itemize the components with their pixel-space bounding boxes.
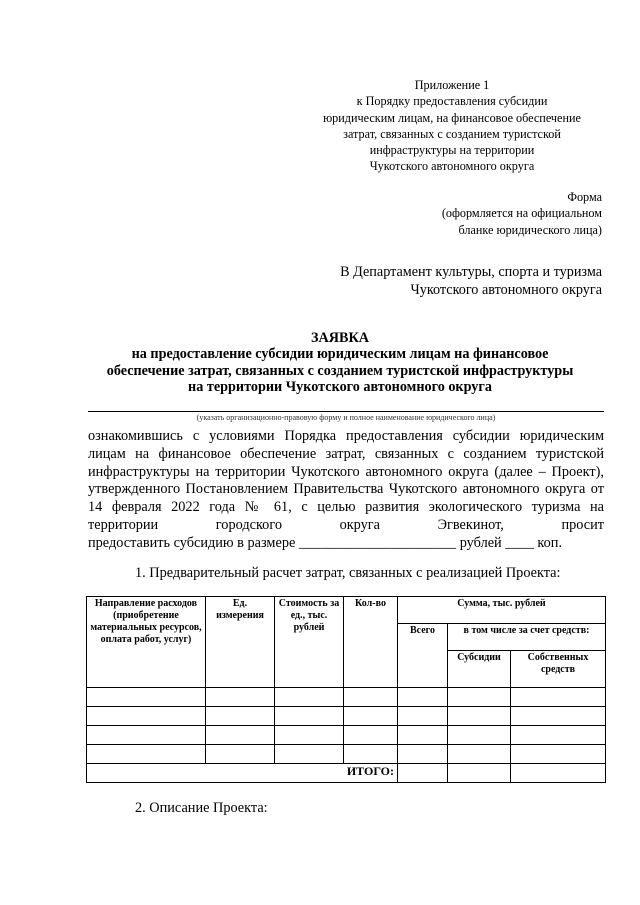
form-note-line: (оформляется на официальном [441, 206, 602, 221]
table-cell[interactable] [206, 688, 275, 707]
form-note-line: Форма [567, 190, 602, 204]
appendix-line: к Порядку предоставления субсидии [356, 94, 548, 109]
addressee [282, 263, 602, 299]
section-1-heading: 1. Предварительный расчет затрат, связанных с реализацией Проекта: [135, 565, 561, 581]
appendix-header [302, 77, 602, 175]
table-cell[interactable] [275, 707, 344, 726]
body-text: ознакомившись с условиями Порядка предоставления субсидии юридическим лицам на финансовое обеспечение затрат, связанных с созданием туристской инфраструктуры на территории Чукотского автономного округа (далее – Проект), утвержденного Постановлением Правительства Чукотского автономного округа от 14 февраля 2022 года № 61, с целью развития экологического туризма на территории городского округа Эгвекинот, просит [88, 428, 604, 533]
table-cell[interactable] [87, 707, 206, 726]
table-cell[interactable] [344, 688, 398, 707]
table-cell[interactable] [87, 726, 206, 745]
header-direction: Направление расходов (приобретение материальных ресурсов, оплата работ, услуг) [87, 597, 206, 688]
addressee-line: Чукотского автономного округа [410, 282, 602, 298]
table-row [87, 688, 606, 707]
table-row [87, 745, 606, 764]
cost-estimate-table [86, 596, 606, 783]
header-total: Всего [398, 624, 448, 688]
addressee-line: В Департамент культуры, спорта и туризма [340, 264, 602, 280]
header-cost-per-unit: Стоимость за ед., тыс. рублей [275, 597, 344, 688]
table-cell[interactable] [275, 745, 344, 764]
table-cell[interactable] [344, 745, 398, 764]
table-row [87, 726, 606, 745]
header-subsidy: Субсидии [448, 651, 511, 688]
table-cell[interactable] [398, 707, 448, 726]
application-body [88, 428, 604, 553]
table-cell[interactable] [344, 726, 398, 745]
table-cell[interactable] [511, 707, 606, 726]
subsidy-amount-line: предоставить субсидию в размере ______________________ рублей ____ коп. [88, 534, 563, 551]
document-title [80, 330, 600, 395]
title-line: на территории Чукотского автономного округа [188, 378, 492, 395]
applicant-name-caption: (указать организационно-правовую форму и полное наименование юридического лица) [196, 413, 496, 422]
table-cell[interactable] [206, 707, 275, 726]
table-cell[interactable] [448, 688, 511, 707]
table-cell[interactable] [511, 688, 606, 707]
table-cell[interactable] [398, 726, 448, 745]
section-2-heading: 2. Описание Проекта: [135, 800, 268, 816]
appendix-line: инфраструктуры на территории [369, 143, 535, 158]
table-cell[interactable] [206, 745, 275, 764]
table-cell[interactable] [511, 745, 606, 764]
total-label: ИТОГО: [87, 764, 398, 783]
table-cell[interactable] [275, 688, 344, 707]
title-heading: ЗАЯВКА [311, 330, 369, 346]
appendix-line: юридическим лицам, на финансовое обеспечение [323, 110, 581, 125]
table-cell[interactable] [448, 745, 511, 764]
table-cell[interactable] [87, 688, 206, 707]
table-cell[interactable] [206, 726, 275, 745]
appendix-line: Чукотского автономного округа [369, 159, 535, 174]
header-own-funds: Собственных средств [511, 651, 606, 688]
total-cell[interactable] [511, 764, 606, 783]
table-cell[interactable] [448, 726, 511, 745]
applicant-name-field[interactable] [88, 411, 604, 412]
table-cell[interactable] [448, 707, 511, 726]
table-cell[interactable] [275, 726, 344, 745]
table-cell[interactable] [398, 745, 448, 764]
appendix-line: затрат, связанных с созданием туристской [343, 126, 561, 141]
table-cell[interactable] [87, 745, 206, 764]
table-row [87, 707, 606, 726]
appendix-line: Приложение 1 [414, 78, 490, 92]
header-quantity: Кол-во [344, 597, 398, 688]
form-note [402, 189, 602, 238]
table-total-row [87, 764, 606, 783]
table-cell[interactable] [511, 726, 606, 745]
header-unit: Ед. измерения [206, 597, 275, 688]
form-note-line: бланке юридического лица) [458, 222, 602, 237]
total-cell[interactable] [398, 764, 448, 783]
title-line: обеспечение затрат, связанных с созданием туристской инфраструктуры [106, 362, 574, 379]
header-including: в том числе за счет средств: [448, 624, 606, 651]
title-line: на предоставление субсидии юридическим лицам на финансовое [131, 346, 549, 363]
table-cell[interactable] [344, 707, 398, 726]
total-cell[interactable] [448, 764, 511, 783]
header-sum: Сумма, тыс. рублей [398, 597, 606, 624]
table-cell[interactable] [398, 688, 448, 707]
